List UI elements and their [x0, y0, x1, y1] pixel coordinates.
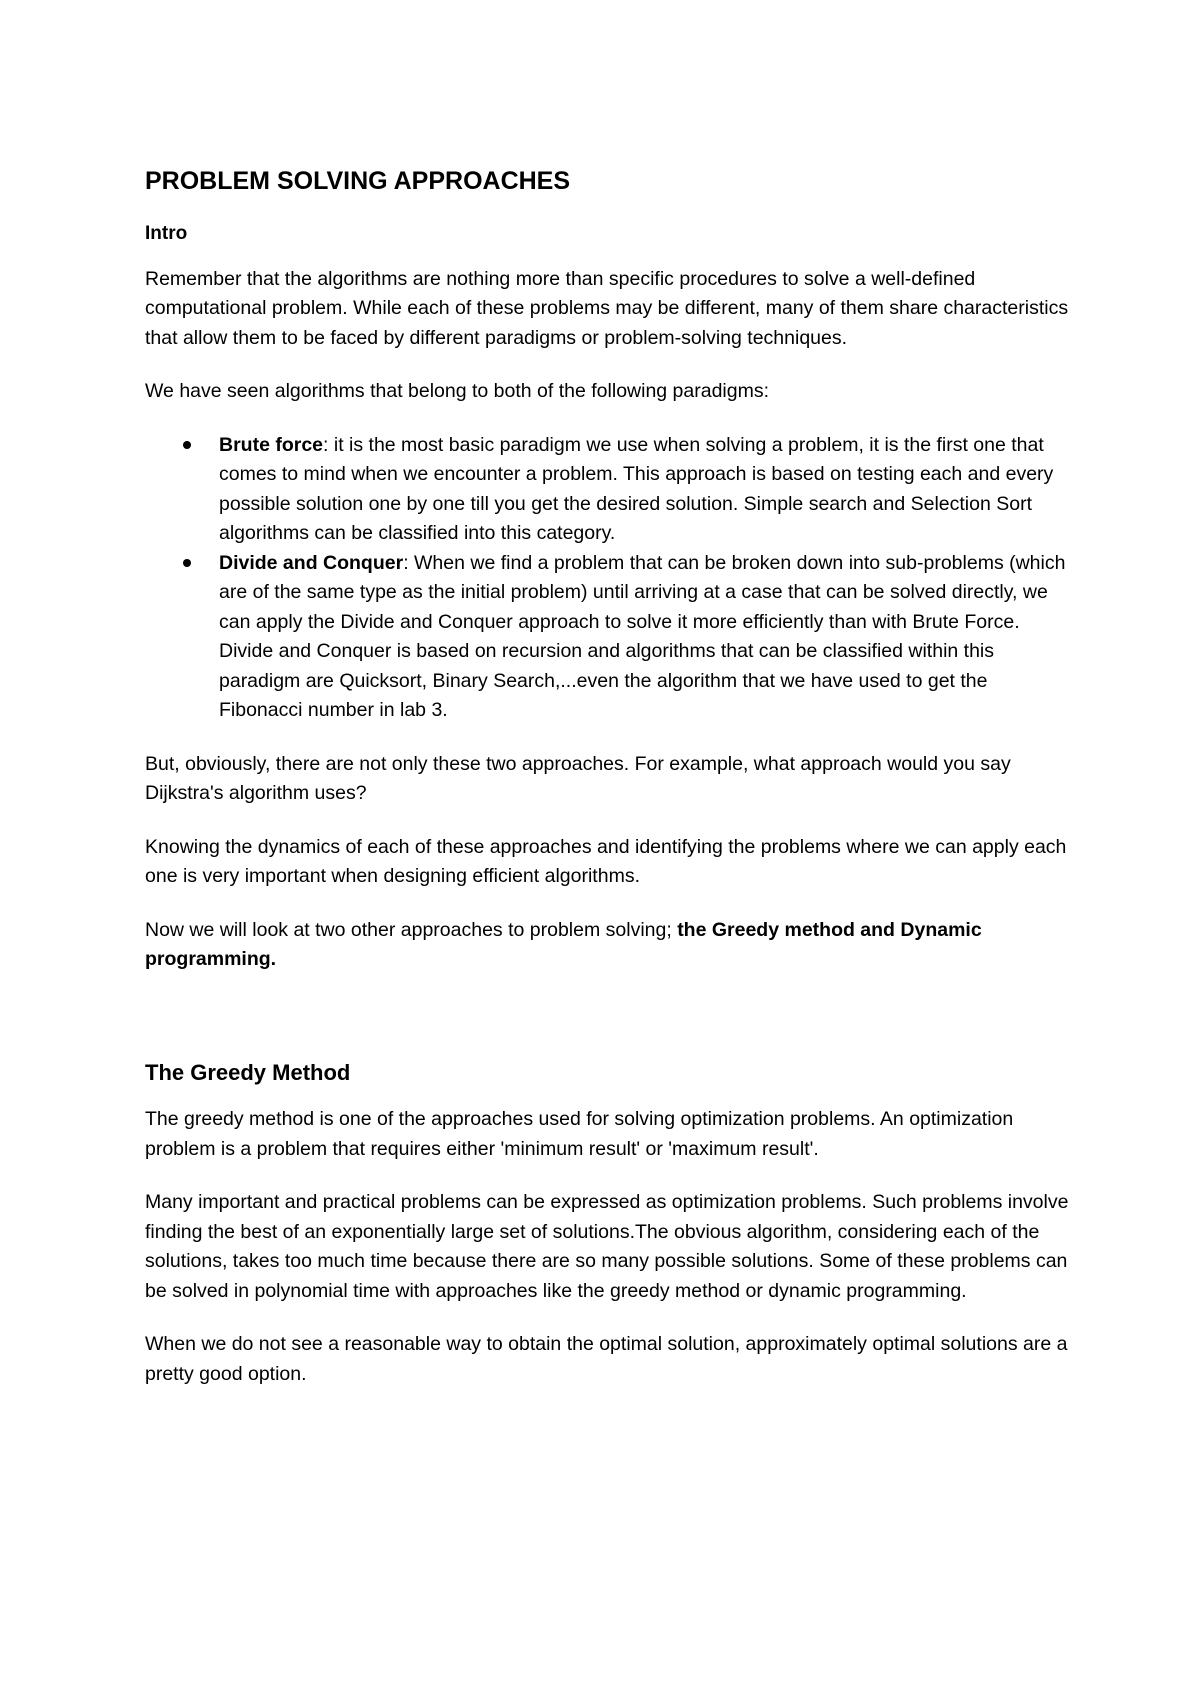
page-title: PROBLEM SOLVING APPROACHES: [145, 167, 571, 195]
greedy-paragraph-2: Many important and practical problems can be expressed as optimization problems. Such problems involve finding the best of an exponentially large set of solutions.The obvious algorithm, considering each of the solutions, takes too much time because there are so many possible solutions. Some of these problems can be solved in polynomial time with approaches like the greedy method or dynamic programming.: [145, 1191, 1069, 1302]
document-page: [145, 166, 1070, 1413]
dynamics-paragraph: Knowing the dynamics of each of these approaches and identifying the problems where we can apply each one is very important when designing efficient algorithms.: [145, 835, 1067, 888]
paradigms-list: [145, 431, 1070, 726]
next-approaches-bold: the Greedy method and Dynamic programming.: [145, 918, 982, 971]
greedy-method-heading: The Greedy Method: [145, 1059, 351, 1085]
other-approaches-paragraph: But, obviously, there are not only these two approaches. For example, what approach would you say Dijkstra's algorithm uses?: [145, 752, 1011, 805]
list-item-divide-and-conquer: [145, 549, 1070, 726]
term-brute-force: Brute force: [219, 433, 324, 456]
description-divide-and-conquer: : When we find a problem that can be broken down into sub-problems (which are of the same type as the initial problem) until arriving at a case that can be solved directly, we can apply the Divide and Conquer approach to solve it more efficiently than with Brute Force. Divide and Conquer is based on recursion and algorithms that can be classified within this paradigm are Quicksort, Binary Search,...even the algorithm that we have used to get the Fibonacci number in lab 3.: [219, 551, 1066, 722]
next-approaches-lead: Now we will look at two other approaches to problem solving;: [145, 918, 678, 941]
intro-paragraph: Remember that the algorithms are nothing more than specific procedures to solve a well-defined computational problem. While each of these problems may be different, many of them share characteristics that allow them to be faced by different paradigms or problem-solving techniques.: [145, 267, 1069, 349]
greedy-paragraph-1: The greedy method is one of the approaches used for solving optimization problems. An optimization problem is a problem that requires either 'minimum result' or 'maximum result'.: [145, 1108, 1014, 1160]
bullet-icon: [183, 441, 191, 449]
paradigms-lead-paragraph: We have seen algorithms that belong to both of the following paradigms:: [145, 380, 770, 403]
intro-heading: Intro: [145, 223, 188, 244]
description-brute-force: : it is the most basic paradigm we use when solving a problem, it is the first one that comes to mind when we encounter a problem. This approach is based on testing each and every possible solution one by one till you get the desired solution. Simple search and Selection Sort algorithms can be classified into this category.: [219, 433, 1054, 545]
next-approaches-paragraph: [145, 916, 1070, 975]
list-item-brute-force: [145, 431, 1070, 549]
greedy-paragraph-3: When we do not see a reasonable way to obtain the optimal solution, approximately optimal solutions are a pretty good option.: [145, 1333, 1068, 1385]
term-divide-and-conquer: Divide and Conquer: [219, 551, 404, 574]
bullet-icon: [183, 559, 191, 567]
